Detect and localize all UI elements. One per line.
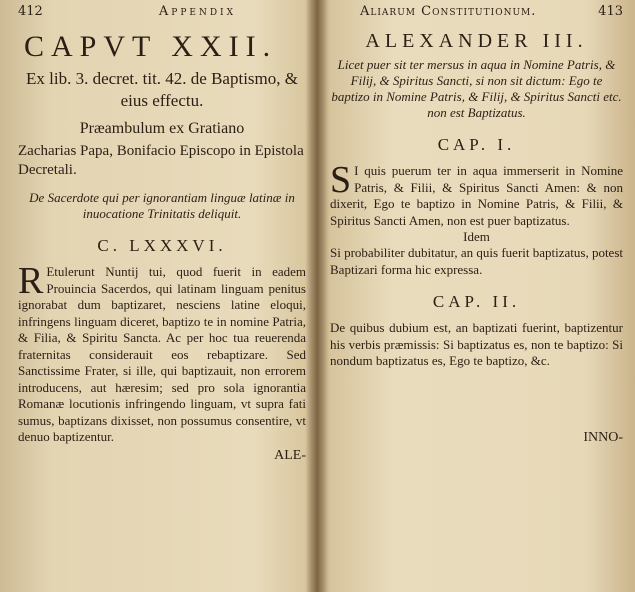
right-page (318, 0, 635, 592)
left-body: Etulerunt Nuntij tui, quod fuerit in eadem Prouincia Sacerdos, qui latinam linguam penitus ignorabat dum baptizaret, nesciens latine eloqui, infringens linguam diceret, baptizo te in nomine Patria, & Filia, & Spiritu Sancta. Ac per hoc tua reuerenda fraternitas considerauit eos rebaptizare. Sed Sanctissime Frater, si ille, qui baptizauit, non errorem introducens, aut hæresim; sed pro sola ignorantia Romanæ locutionis infringendo linguam, vt supra fati sumus, baptizans dixisset, non possumus consentire, vt denuo baptizentur. (18, 264, 306, 444)
right-running-title: Aliarum Constitutionum. (360, 4, 537, 19)
left-page (0, 0, 316, 592)
left-page-number: 412 (18, 4, 43, 19)
right-catchword: INNO- (583, 429, 623, 445)
left-catchword: ALE- (274, 447, 306, 463)
right-body-2: Si probabiliter dubitatur, an quis fuerit baptizatus, potest Baptizari forma hic expressa. (330, 245, 624, 277)
left-running-head (18, 4, 306, 24)
right-chapter-2: CAP. II. (432, 292, 521, 311)
left-chapter-title: CAPVT XXII. (24, 30, 278, 63)
left-dropcap: R (18, 260, 44, 302)
right-body-3: De quibus dubium est, an baptizati fuerint, baptizentur his verbis præmissis: Si baptizatus es, non te baptizo: Si nondum baptizatus es, Ego te baptizo, &c. (330, 320, 623, 368)
left-attribution: Zacharias Papa, Bonifacio Episcopo in Epistola Decretali. (18, 143, 304, 178)
right-page-number: 413 (598, 4, 623, 19)
right-body-text-1 (330, 159, 623, 229)
right-chapter-title: ALEXANDER III. (365, 30, 588, 52)
right-running-head (330, 4, 623, 24)
right-idem: Idem (463, 229, 490, 244)
left-body-text (18, 260, 306, 446)
left-chapter-number: C. LXXXVI. (97, 236, 227, 255)
right-body-1: I quis puerum ter in aqua immerserit in Nomine Patris, & Filii, & Spiritus Sancti Amen: & non dixerit, Ego te baptizo in Nomine Patris, & Filii, & Spiritus Sancti Amen, non est puer baptizatus. (330, 163, 623, 228)
right-dropcap: S (330, 159, 352, 201)
left-subtitle: Ex lib. 3. decret. tit. 42. de Baptismo, & eius effectu. (26, 69, 298, 110)
left-preamble: Præambulum ex Gratiano (79, 120, 245, 137)
right-summary: Licet puer sit ter mersus in aqua in Nomine Patris, & Filij, & Spiritus Sancti, si non sit dictum: Ego te baptizo in Nomine Patris, & Filij, & Spiritus Sancti etc. non est Baptizatus. (331, 57, 622, 120)
left-running-title: Appendix (158, 4, 236, 19)
left-summary: De Sacerdote qui per ignorantiam linguæ latinæ in inuocatione Trinitatis deliquit. (29, 190, 295, 221)
right-chapter-1: CAP. I. (437, 135, 516, 154)
